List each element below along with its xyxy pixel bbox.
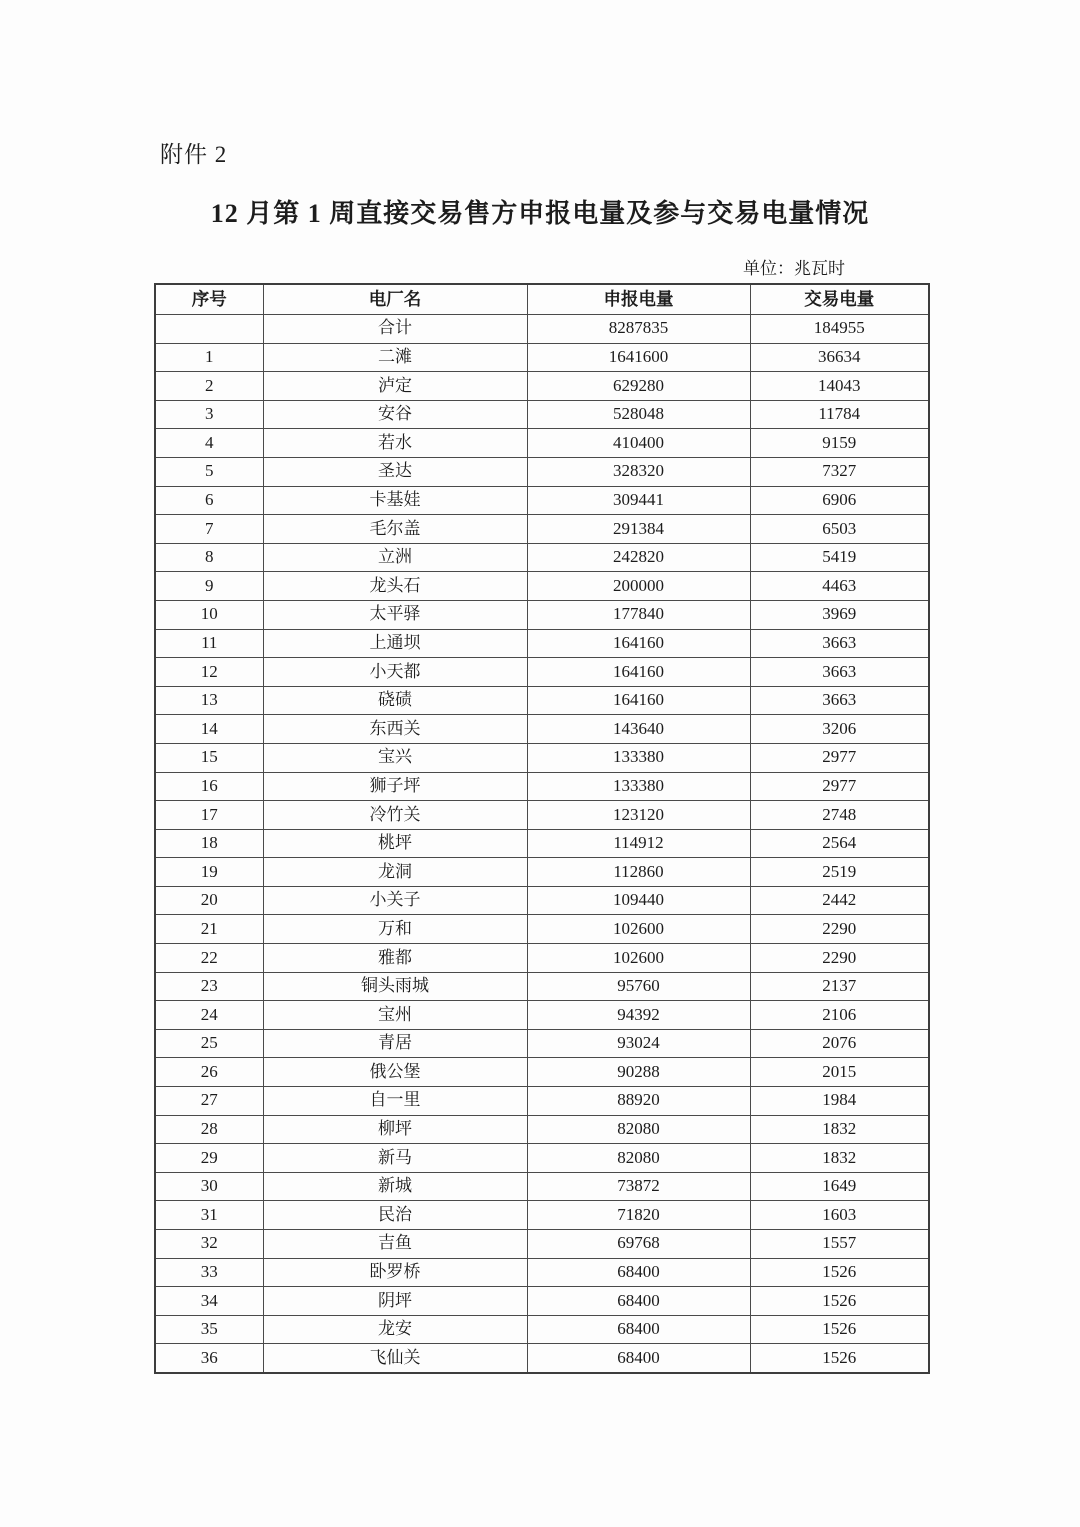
table-cell: 2015 <box>750 1058 929 1087</box>
table-header <box>155 284 929 315</box>
table-cell: 90288 <box>527 1058 750 1087</box>
table-cell: 88920 <box>527 1087 750 1116</box>
table-cell: 2977 <box>750 772 929 801</box>
table-row <box>155 1001 929 1030</box>
table-cell: 528048 <box>527 400 750 429</box>
table-cell: 14 <box>155 715 263 744</box>
table-cell: 410400 <box>527 429 750 458</box>
table-row <box>155 572 929 601</box>
unit-note: 单位：兆瓦时 <box>743 259 845 278</box>
table-row <box>155 801 929 830</box>
table-cell: 硗碛 <box>263 686 527 715</box>
table-row <box>155 743 929 772</box>
table-cell: 狮子坪 <box>263 772 527 801</box>
table-row <box>155 1172 929 1201</box>
table-cell: 164160 <box>527 658 750 687</box>
table-row <box>155 315 929 344</box>
table-cell: 1984 <box>750 1087 929 1116</box>
table-cell: 18 <box>155 829 263 858</box>
table-row <box>155 1258 929 1287</box>
table-cell: 36634 <box>750 343 929 372</box>
table-cell: 164160 <box>527 629 750 658</box>
table-cell: 11784 <box>750 400 929 429</box>
table-cell: 177840 <box>527 600 750 629</box>
table-cell: 冷竹关 <box>263 801 527 830</box>
table-cell: 291384 <box>527 515 750 544</box>
table-cell: 28 <box>155 1115 263 1144</box>
table-cell: 1832 <box>750 1115 929 1144</box>
table-cell: 二滩 <box>263 343 527 372</box>
table-cell: 19 <box>155 858 263 887</box>
table-cell: 桃坪 <box>263 829 527 858</box>
table-cell: 龙头石 <box>263 572 527 601</box>
table-row <box>155 486 929 515</box>
table-cell: 200000 <box>527 572 750 601</box>
table-row <box>155 515 929 544</box>
power-plant-table <box>154 283 930 1374</box>
table-cell: 16 <box>155 772 263 801</box>
table-row <box>155 658 929 687</box>
table-cell: 25 <box>155 1029 263 1058</box>
table-cell: 11 <box>155 629 263 658</box>
table-cell: 龙洞 <box>263 858 527 887</box>
table-cell: 1832 <box>750 1144 929 1173</box>
table-cell: 安谷 <box>263 400 527 429</box>
table-row <box>155 457 929 486</box>
table-cell: 8287835 <box>527 315 750 344</box>
table-row <box>155 1087 929 1116</box>
table-cell: 31 <box>155 1201 263 1230</box>
table-cell: 112860 <box>527 858 750 887</box>
table-row <box>155 886 929 915</box>
table-cell: 309441 <box>527 486 750 515</box>
table-cell: 15 <box>155 743 263 772</box>
table-row <box>155 1230 929 1259</box>
table-cell: 30 <box>155 1172 263 1201</box>
table-cell: 69768 <box>527 1230 750 1259</box>
table-cell: 2748 <box>750 801 929 830</box>
table-cell: 22 <box>155 944 263 973</box>
table-cell: 10 <box>155 600 263 629</box>
table-cell: 14043 <box>750 372 929 401</box>
table-cell: 82080 <box>527 1115 750 1144</box>
table-cell: 卧罗桥 <box>263 1258 527 1287</box>
table-cell: 2977 <box>750 743 929 772</box>
table-cell: 24 <box>155 1001 263 1030</box>
table-cell: 109440 <box>527 886 750 915</box>
table-row <box>155 1315 929 1344</box>
table-cell: 7327 <box>750 457 929 486</box>
table-cell: 吉鱼 <box>263 1230 527 1259</box>
table-cell: 3206 <box>750 715 929 744</box>
table-cell <box>155 315 263 344</box>
table-row <box>155 1058 929 1087</box>
table-cell: 123120 <box>527 801 750 830</box>
table-cell: 328320 <box>527 457 750 486</box>
table-cell: 雅都 <box>263 944 527 973</box>
table-row <box>155 772 929 801</box>
table-cell: 102600 <box>527 944 750 973</box>
table-cell: 小关子 <box>263 886 527 915</box>
table-cell: 1649 <box>750 1172 929 1201</box>
header-row <box>155 284 929 315</box>
table-cell: 新马 <box>263 1144 527 1173</box>
table-cell: 2137 <box>750 972 929 1001</box>
table-cell: 114912 <box>527 829 750 858</box>
table-row <box>155 1344 929 1373</box>
table-row <box>155 972 929 1001</box>
table-cell: 143640 <box>527 715 750 744</box>
table-cell: 68400 <box>527 1315 750 1344</box>
table-cell: 3663 <box>750 629 929 658</box>
table-cell: 26 <box>155 1058 263 1087</box>
table-cell: 泸定 <box>263 372 527 401</box>
table-cell: 3 <box>155 400 263 429</box>
table-cell: 82080 <box>527 1144 750 1173</box>
table-cell: 1641600 <box>527 343 750 372</box>
table-row <box>155 1201 929 1230</box>
table-cell: 73872 <box>527 1172 750 1201</box>
table-cell: 2290 <box>750 944 929 973</box>
table-cell: 太平驿 <box>263 600 527 629</box>
table-cell: 2519 <box>750 858 929 887</box>
table-cell: 6 <box>155 486 263 515</box>
table-cell: 6503 <box>750 515 929 544</box>
table-cell: 2 <box>155 372 263 401</box>
table-cell: 94392 <box>527 1001 750 1030</box>
table-cell: 立洲 <box>263 543 527 572</box>
table-cell: 1526 <box>750 1344 929 1373</box>
table-cell: 68400 <box>527 1344 750 1373</box>
table-cell: 8 <box>155 543 263 572</box>
table-cell: 184955 <box>750 315 929 344</box>
table-cell: 33 <box>155 1258 263 1287</box>
table-cell: 34 <box>155 1287 263 1316</box>
table-cell: 93024 <box>527 1029 750 1058</box>
table-cell: 自一里 <box>263 1087 527 1116</box>
table-cell: 68400 <box>527 1287 750 1316</box>
table-row <box>155 629 929 658</box>
page-title: 12 月第 1 周直接交易售方申报电量及参与交易电量情况 <box>210 199 870 228</box>
table-cell: 若水 <box>263 429 527 458</box>
table-cell: 7 <box>155 515 263 544</box>
table-row <box>155 1144 929 1173</box>
table-cell: 164160 <box>527 686 750 715</box>
table-cell: 5419 <box>750 543 929 572</box>
table-row <box>155 686 929 715</box>
table-cell: 35 <box>155 1315 263 1344</box>
table-cell: 柳坪 <box>263 1115 527 1144</box>
column-header: 交易电量 <box>750 284 929 315</box>
table-cell: 102600 <box>527 915 750 944</box>
table-cell: 东西关 <box>263 715 527 744</box>
table-cell: 2442 <box>750 886 929 915</box>
table-row <box>155 858 929 887</box>
table-cell: 龙安 <box>263 1315 527 1344</box>
table-cell: 4463 <box>750 572 929 601</box>
table-cell: 17 <box>155 801 263 830</box>
table-cell: 6906 <box>750 486 929 515</box>
table-cell: 21 <box>155 915 263 944</box>
table-cell: 13 <box>155 686 263 715</box>
table-row <box>155 543 929 572</box>
table-cell: 宝兴 <box>263 743 527 772</box>
column-header: 序号 <box>155 284 263 315</box>
table-cell: 1557 <box>750 1230 929 1259</box>
table-cell: 133380 <box>527 743 750 772</box>
table-cell: 32 <box>155 1230 263 1259</box>
table-cell: 4 <box>155 429 263 458</box>
table-cell: 29 <box>155 1144 263 1173</box>
table-cell: 民治 <box>263 1201 527 1230</box>
table-cell: 629280 <box>527 372 750 401</box>
table-cell: 2106 <box>750 1001 929 1030</box>
table-cell: 小天都 <box>263 658 527 687</box>
table-cell: 1526 <box>750 1287 929 1316</box>
table-row <box>155 829 929 858</box>
table-cell: 1603 <box>750 1201 929 1230</box>
table-cell: 阴坪 <box>263 1287 527 1316</box>
table-cell: 3663 <box>750 658 929 687</box>
table-row <box>155 429 929 458</box>
table-cell: 2290 <box>750 915 929 944</box>
table-cell: 飞仙关 <box>263 1344 527 1373</box>
table-cell: 万和 <box>263 915 527 944</box>
table-cell: 133380 <box>527 772 750 801</box>
table-cell: 36 <box>155 1344 263 1373</box>
table-cell: 青居 <box>263 1029 527 1058</box>
table-cell: 5 <box>155 457 263 486</box>
table-row <box>155 1115 929 1144</box>
table-cell: 上通坝 <box>263 629 527 658</box>
column-header: 申报电量 <box>527 284 750 315</box>
table-row <box>155 1287 929 1316</box>
table-row <box>155 372 929 401</box>
table-cell: 3663 <box>750 686 929 715</box>
table-row <box>155 400 929 429</box>
table-cell: 卡基娃 <box>263 486 527 515</box>
table-row <box>155 1029 929 1058</box>
table-cell: 68400 <box>527 1258 750 1287</box>
table-cell: 3969 <box>750 600 929 629</box>
table-cell: 毛尔盖 <box>263 515 527 544</box>
table-cell: 2076 <box>750 1029 929 1058</box>
table-row <box>155 715 929 744</box>
table-cell: 27 <box>155 1087 263 1116</box>
table-cell: 2564 <box>750 829 929 858</box>
table-cell: 71820 <box>527 1201 750 1230</box>
table-cell: 20 <box>155 886 263 915</box>
table-cell: 95760 <box>527 972 750 1001</box>
table-cell: 俄公堡 <box>263 1058 527 1087</box>
table-cell: 1526 <box>750 1315 929 1344</box>
table-cell: 1526 <box>750 1258 929 1287</box>
table-cell: 1 <box>155 343 263 372</box>
attachment-label: 附件 2 <box>160 142 228 167</box>
table-cell: 宝州 <box>263 1001 527 1030</box>
table-row <box>155 600 929 629</box>
table-cell: 新城 <box>263 1172 527 1201</box>
table-cell: 12 <box>155 658 263 687</box>
table-row <box>155 944 929 973</box>
table-cell: 9159 <box>750 429 929 458</box>
table-cell: 铜头雨城 <box>263 972 527 1001</box>
table-cell: 242820 <box>527 543 750 572</box>
table-cell: 合计 <box>263 315 527 344</box>
column-header: 电厂名 <box>263 284 527 315</box>
table-cell: 圣达 <box>263 457 527 486</box>
table-cell: 9 <box>155 572 263 601</box>
table-row <box>155 915 929 944</box>
table-row <box>155 343 929 372</box>
table-cell: 23 <box>155 972 263 1001</box>
